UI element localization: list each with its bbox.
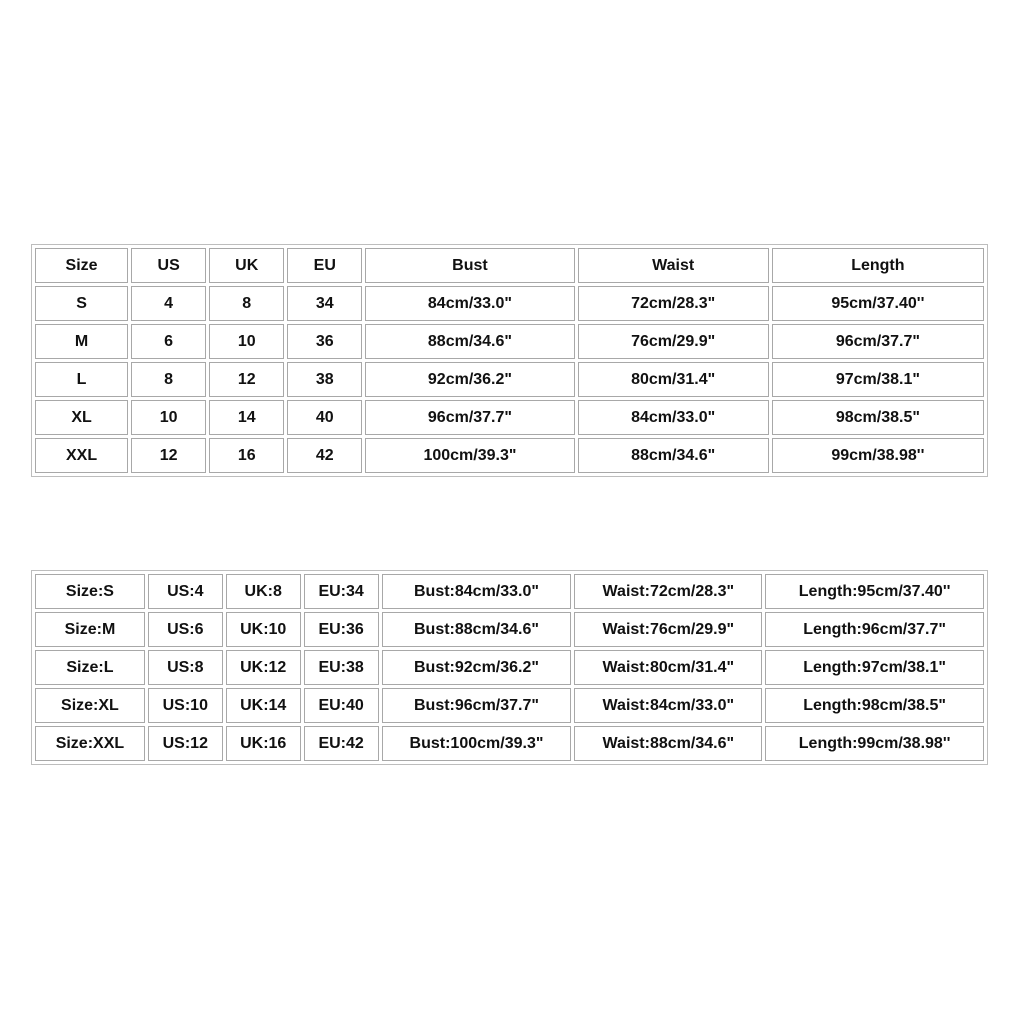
table-cell: 10 [131, 400, 206, 435]
table-cell: Waist:88cm/34.6" [574, 726, 762, 761]
table-cell: US:8 [148, 650, 223, 685]
size-chart-labeled-table [31, 570, 988, 765]
table-row [35, 400, 984, 435]
table-cell: 76cm/29.9" [578, 324, 769, 359]
table-cell: Size:XL [35, 688, 145, 723]
table-cell: 10 [209, 324, 284, 359]
table-cell: EU:34 [304, 574, 379, 609]
table-cell: 88cm/34.6" [365, 324, 574, 359]
table-cell: XXL [35, 438, 128, 473]
header-cell: EU [287, 248, 362, 283]
table-cell: 12 [209, 362, 284, 397]
table-cell: 12 [131, 438, 206, 473]
table-cell: UK:14 [226, 688, 301, 723]
table-cell: UK:10 [226, 612, 301, 647]
table-cell: US:6 [148, 612, 223, 647]
table-cell: Size:M [35, 612, 145, 647]
table-cell: 34 [287, 286, 362, 321]
table-cell: Length:97cm/38.1" [765, 650, 984, 685]
table-row [35, 438, 984, 473]
table-cell: Waist:72cm/28.3" [574, 574, 762, 609]
table-cell: 4 [131, 286, 206, 321]
table-cell: Bust:84cm/33.0" [382, 574, 572, 609]
table-cell: Bust:100cm/39.3" [382, 726, 572, 761]
table-cell: Length:95cm/37.40'' [765, 574, 984, 609]
size-chart-table [31, 244, 988, 477]
table-cell: 96cm/37.7" [772, 324, 984, 359]
header-cell: Size [35, 248, 128, 283]
table-row [35, 688, 984, 723]
table-cell: Size:L [35, 650, 145, 685]
table-cell: 36 [287, 324, 362, 359]
table-cell: 92cm/36.2" [365, 362, 574, 397]
table-cell: 8 [209, 286, 284, 321]
table-row [35, 612, 984, 647]
header-cell: Bust [365, 248, 574, 283]
table-cell: US:12 [148, 726, 223, 761]
table-cell: 98cm/38.5" [772, 400, 984, 435]
table-row [35, 650, 984, 685]
table-cell: 95cm/37.40'' [772, 286, 984, 321]
table-cell: S [35, 286, 128, 321]
table-cell: Waist:80cm/31.4" [574, 650, 762, 685]
header-cell: UK [209, 248, 284, 283]
table-cell: EU:40 [304, 688, 379, 723]
table-cell: 100cm/39.3" [365, 438, 574, 473]
table-cell: 14 [209, 400, 284, 435]
header-cell: Length [772, 248, 984, 283]
table-row [35, 574, 984, 609]
table-cell: US:10 [148, 688, 223, 723]
table-cell: 99cm/38.98'' [772, 438, 984, 473]
table-cell: Size:S [35, 574, 145, 609]
table-header-row [35, 248, 984, 283]
table-row [35, 286, 984, 321]
table-cell: Bust:92cm/36.2" [382, 650, 572, 685]
table-row [35, 324, 984, 359]
table-cell: Bust:88cm/34.6" [382, 612, 572, 647]
table-cell: 97cm/38.1" [772, 362, 984, 397]
header-cell: Waist [578, 248, 769, 283]
table-cell: M [35, 324, 128, 359]
table-cell: XL [35, 400, 128, 435]
table-cell: Waist:76cm/29.9" [574, 612, 762, 647]
table-row [35, 362, 984, 397]
table-cell: 72cm/28.3" [578, 286, 769, 321]
table-cell: 8 [131, 362, 206, 397]
table-cell: 96cm/37.7" [365, 400, 574, 435]
table-cell: 84cm/33.0" [578, 400, 769, 435]
table-cell: 40 [287, 400, 362, 435]
table-cell: US:4 [148, 574, 223, 609]
table-cell: EU:36 [304, 612, 379, 647]
table-cell: L [35, 362, 128, 397]
table-cell: Length:98cm/38.5" [765, 688, 984, 723]
table-cell: 42 [287, 438, 362, 473]
table-cell: 6 [131, 324, 206, 359]
table-cell: 80cm/31.4" [578, 362, 769, 397]
table-cell: UK:12 [226, 650, 301, 685]
table-cell: 88cm/34.6" [578, 438, 769, 473]
table-cell: Length:99cm/38.98'' [765, 726, 984, 761]
table-cell: 38 [287, 362, 362, 397]
table-cell: Bust:96cm/37.7" [382, 688, 572, 723]
header-cell: US [131, 248, 206, 283]
table-cell: UK:8 [226, 574, 301, 609]
table-cell: 16 [209, 438, 284, 473]
table-row [35, 726, 984, 761]
table-cell: Size:XXL [35, 726, 145, 761]
table-cell: EU:38 [304, 650, 379, 685]
table-cell: 84cm/33.0" [365, 286, 574, 321]
table-cell: UK:16 [226, 726, 301, 761]
table-cell: EU:42 [304, 726, 379, 761]
table-cell: Length:96cm/37.7" [765, 612, 984, 647]
table-cell: Waist:84cm/33.0" [574, 688, 762, 723]
